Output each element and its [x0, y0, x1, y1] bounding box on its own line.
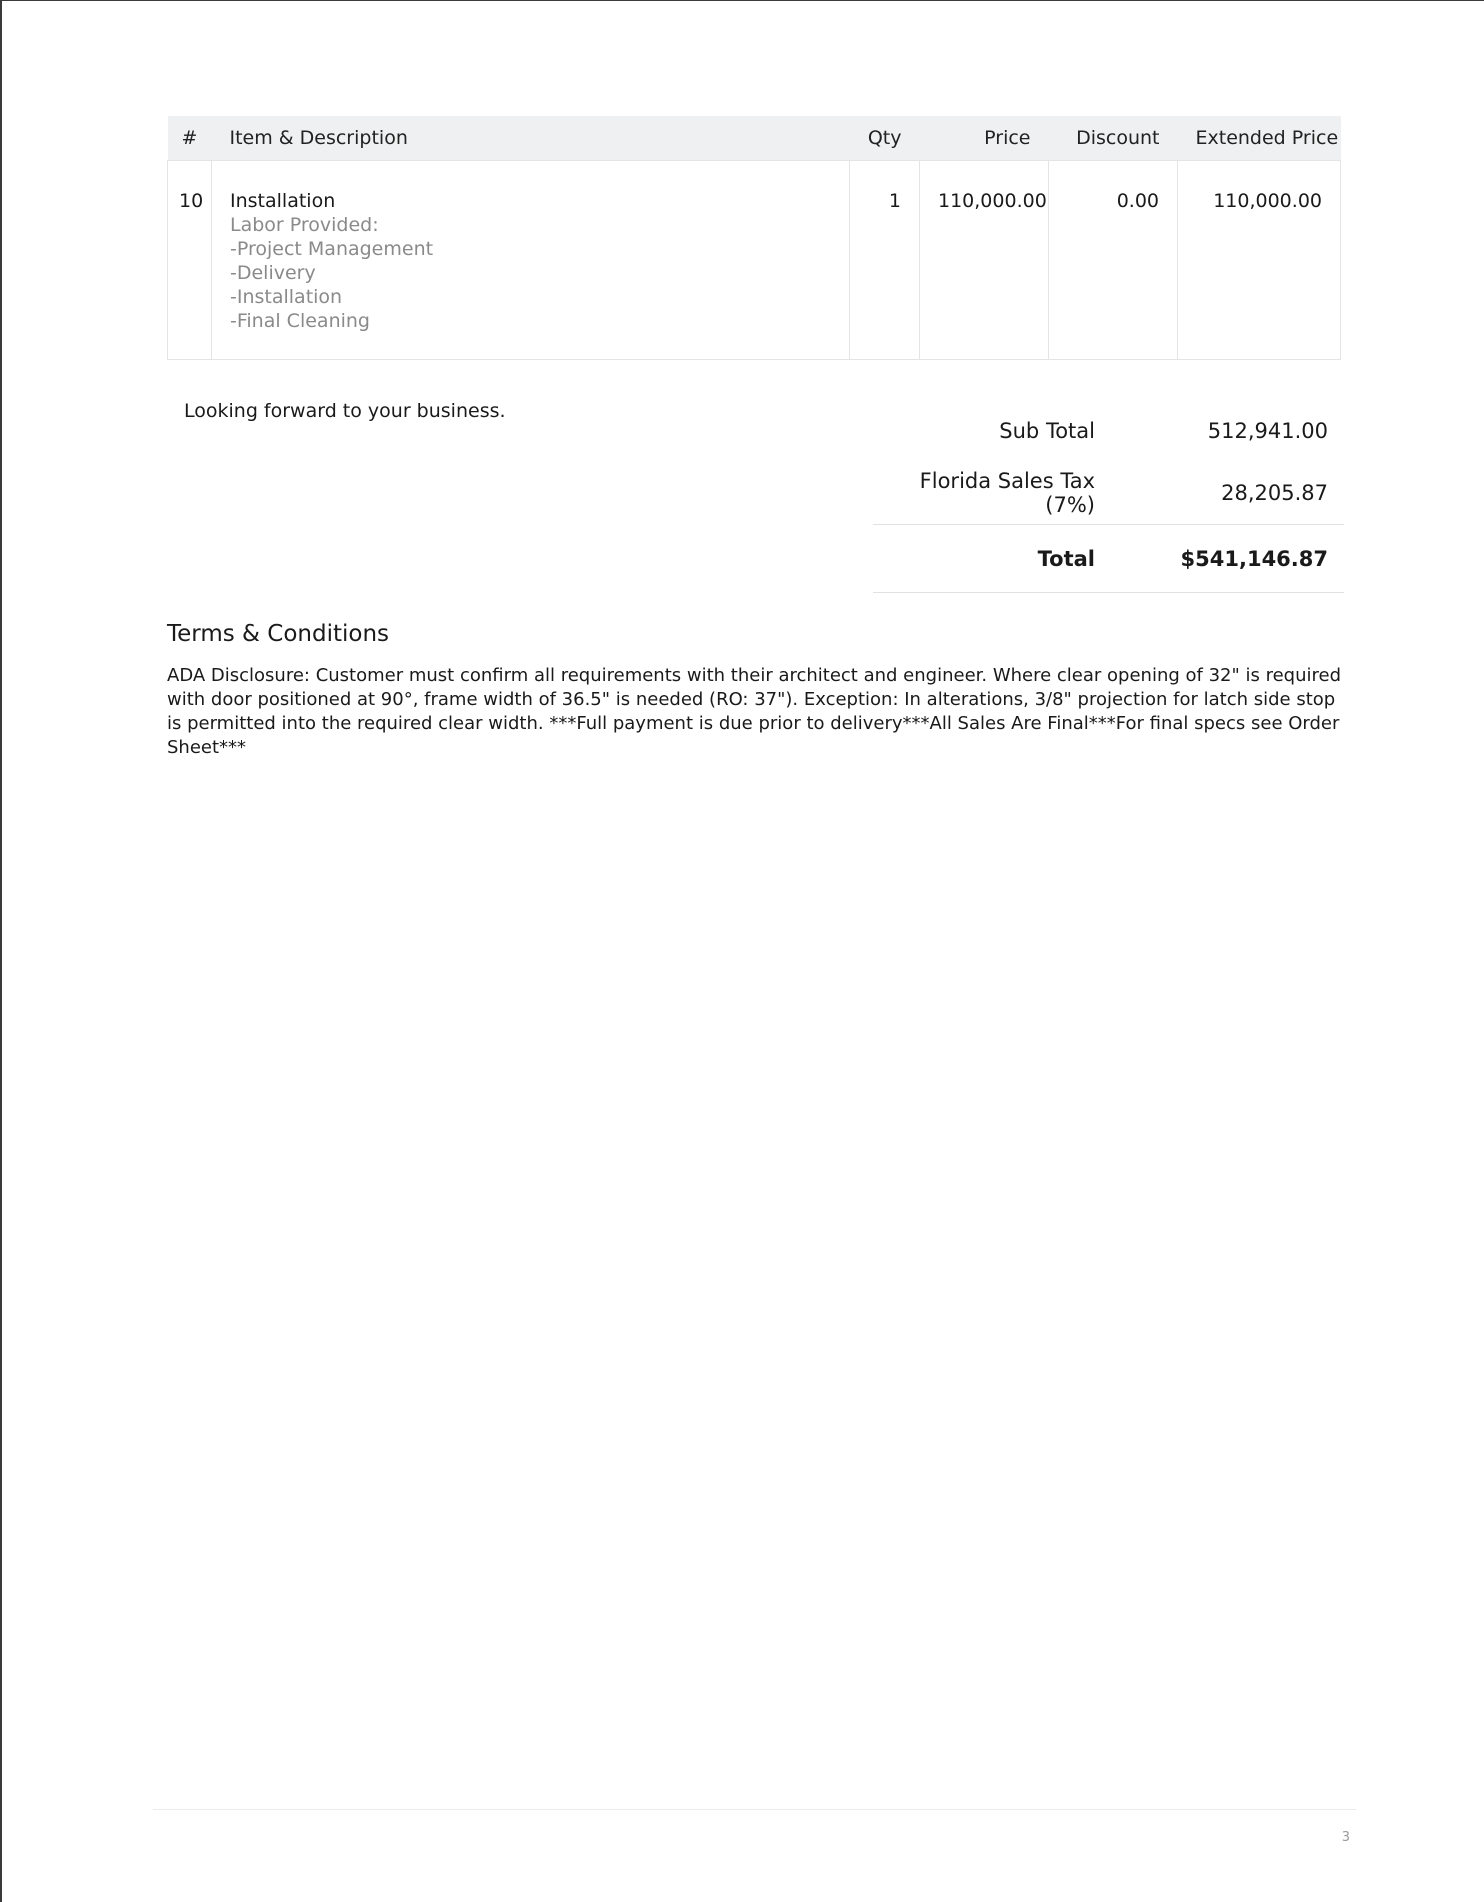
row-discount: 0.00	[1049, 161, 1178, 360]
row-description	[212, 161, 850, 360]
row-num: 10	[168, 161, 212, 360]
header-description: Item & Description	[212, 116, 850, 161]
item-detail: Labor Provided:	[230, 214, 379, 236]
row-extended-price: 110,000.00	[1178, 161, 1341, 360]
totals-section	[873, 400, 1344, 593]
customer-notes: Looking forward to your business.	[184, 400, 506, 422]
table-row	[168, 161, 1341, 360]
subtotal-row	[873, 400, 1344, 462]
item-detail: -Final Cleaning	[230, 310, 370, 332]
table-header-row	[168, 116, 1341, 161]
tax-label: Florida Sales Tax (7%)	[919, 469, 1095, 517]
footer-divider	[153, 1809, 1356, 1810]
header-qty: Qty	[850, 116, 920, 161]
tax-value: 28,205.87	[1221, 481, 1328, 505]
total-value: $541,146.87	[1180, 546, 1328, 571]
header-extended-price: Extended Price	[1178, 116, 1341, 161]
row-price: 110,000.00	[920, 161, 1049, 360]
header-discount: Discount	[1049, 116, 1178, 161]
item-name: Installation	[230, 190, 336, 212]
header-price: Price	[920, 116, 1049, 161]
item-detail: -Delivery	[230, 262, 316, 284]
subtotal-value: 512,941.00	[1207, 419, 1328, 443]
tax-row	[873, 462, 1344, 524]
terms-body: ADA Disclosure: Customer must confirm all requirements with their architect and engineer. Where clear opening of 32" is required with door positioned at 90°, frame width of 36.5" is needed (RO: 37"). Exception: In alterations, 3/8" projection for latch side stop is permitted into the required clear width. ***Full payment is due prior to delivery***All Sales Are Final***For final specs see Order Sheet***	[167, 665, 1342, 758]
terms-title: Terms & Conditions	[167, 621, 390, 647]
total-label: Total	[1037, 546, 1095, 571]
item-detail: -Installation	[230, 286, 343, 308]
total-row	[873, 524, 1344, 593]
page-number: 3	[1341, 1830, 1350, 1845]
header-num: #	[168, 116, 212, 161]
row-qty: 1	[850, 161, 920, 360]
item-detail: -Project Management	[230, 238, 434, 260]
subtotal-label: Sub Total	[999, 419, 1095, 443]
line-items-table	[167, 116, 1341, 360]
